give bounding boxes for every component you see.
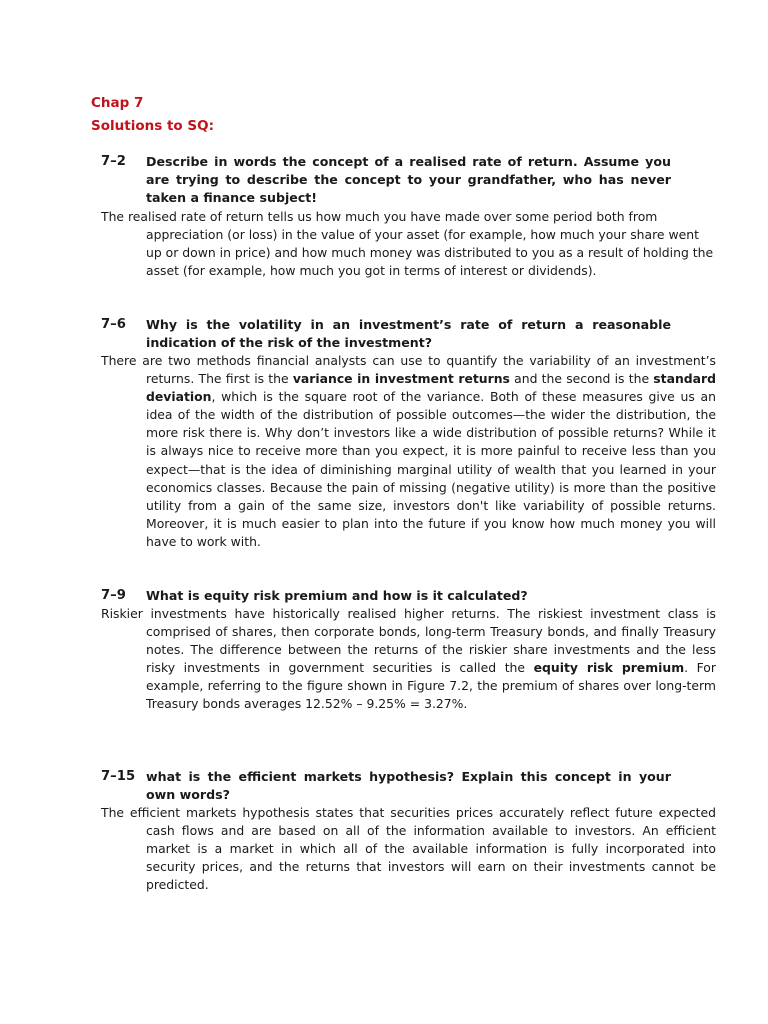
answer-text: The efficient markets hypothesis states that securities prices accurately reflect future expected cash flows and are based on all of the information available to investors. An efficient market is a market in which all of the available information is fully incorporated into security prices, and the returns that investors will earn on their investments cannot be predicted.	[101, 805, 716, 893]
question-text: Why is the volatility in an investment’s rate of return a reasonable indication of the risk of the investment?	[146, 317, 671, 350]
answer-paragraph	[101, 352, 716, 551]
answer-text: There are two methods financial analysts can use to quantify the variability of an investment’s returns. The first is the	[101, 353, 716, 387]
answer-text: and the second is the	[509, 371, 654, 387]
question-text: What is equity risk premium and how is it calculated?	[146, 588, 528, 603]
section-subtitle: Solutions to SQ:	[91, 118, 214, 134]
answer-paragraph	[101, 804, 716, 894]
bold-term: equity risk premium	[533, 660, 685, 676]
question-number: 7–9	[101, 588, 126, 603]
answer-paragraph	[101, 208, 716, 280]
question-text: Describe in words the concept of a realised rate of return. Assume you are trying to describe the concept to your grandfather, who has never taken a finance subject!	[146, 154, 671, 205]
chapter-title: Chap 7	[91, 95, 144, 111]
bold-term: standard deviation	[146, 371, 716, 405]
answer-text: , which is the square root of the variance. Both of these measures give us an idea of the width of the distribution of possible outcomes—the wider the distribution, the more risk there is. Why don’t investors like a wide distribution of possible returns? While it is always nice to receive more than you expect, it is more painful to receive less than you expect—that is the idea of diminishing marginal utility of wealth that you learned in your economics classes. Because the pain of missing (negative utility) is more than the positive utility from a gain of the same size, investors don't like variability of possible returns. Moreover, it is much easier to plan into the future if you know how much money you will have to work with.	[146, 389, 716, 549]
question-number: 7–2	[101, 154, 126, 169]
answer-text: Riskier investments have historically realised higher returns. The riskiest investment class is comprised of shares, then corporate bonds, long-term Treasury bonds, and finally Treasury notes. The difference between the returns of the riskier share investments and the less risky investments in government securities is called the	[101, 606, 716, 676]
answer-text: The realised rate of return tells us how much you have made over some period both from appreciation (or loss) in the value of your asset (for example, how much your share went up or down in price) and how much money was distributed to you as a result of holding the asset (for example, how much you got in terms of interest or dividends).	[101, 209, 714, 279]
bold-term: variance in investment returns	[292, 371, 510, 387]
question-text: what is the efficient markets hypothesis? Explain this concept in your own words?	[146, 769, 671, 802]
answer-paragraph	[101, 605, 716, 714]
answer-text: . For example, referring to the figure shown in Figure 7.2, the premium of shares over long-term Treasury bonds averages 12.52% – 9.25% = 3.27%.	[146, 660, 716, 712]
question-number: 7–15	[101, 769, 136, 784]
question-number: 7–6	[101, 317, 126, 332]
